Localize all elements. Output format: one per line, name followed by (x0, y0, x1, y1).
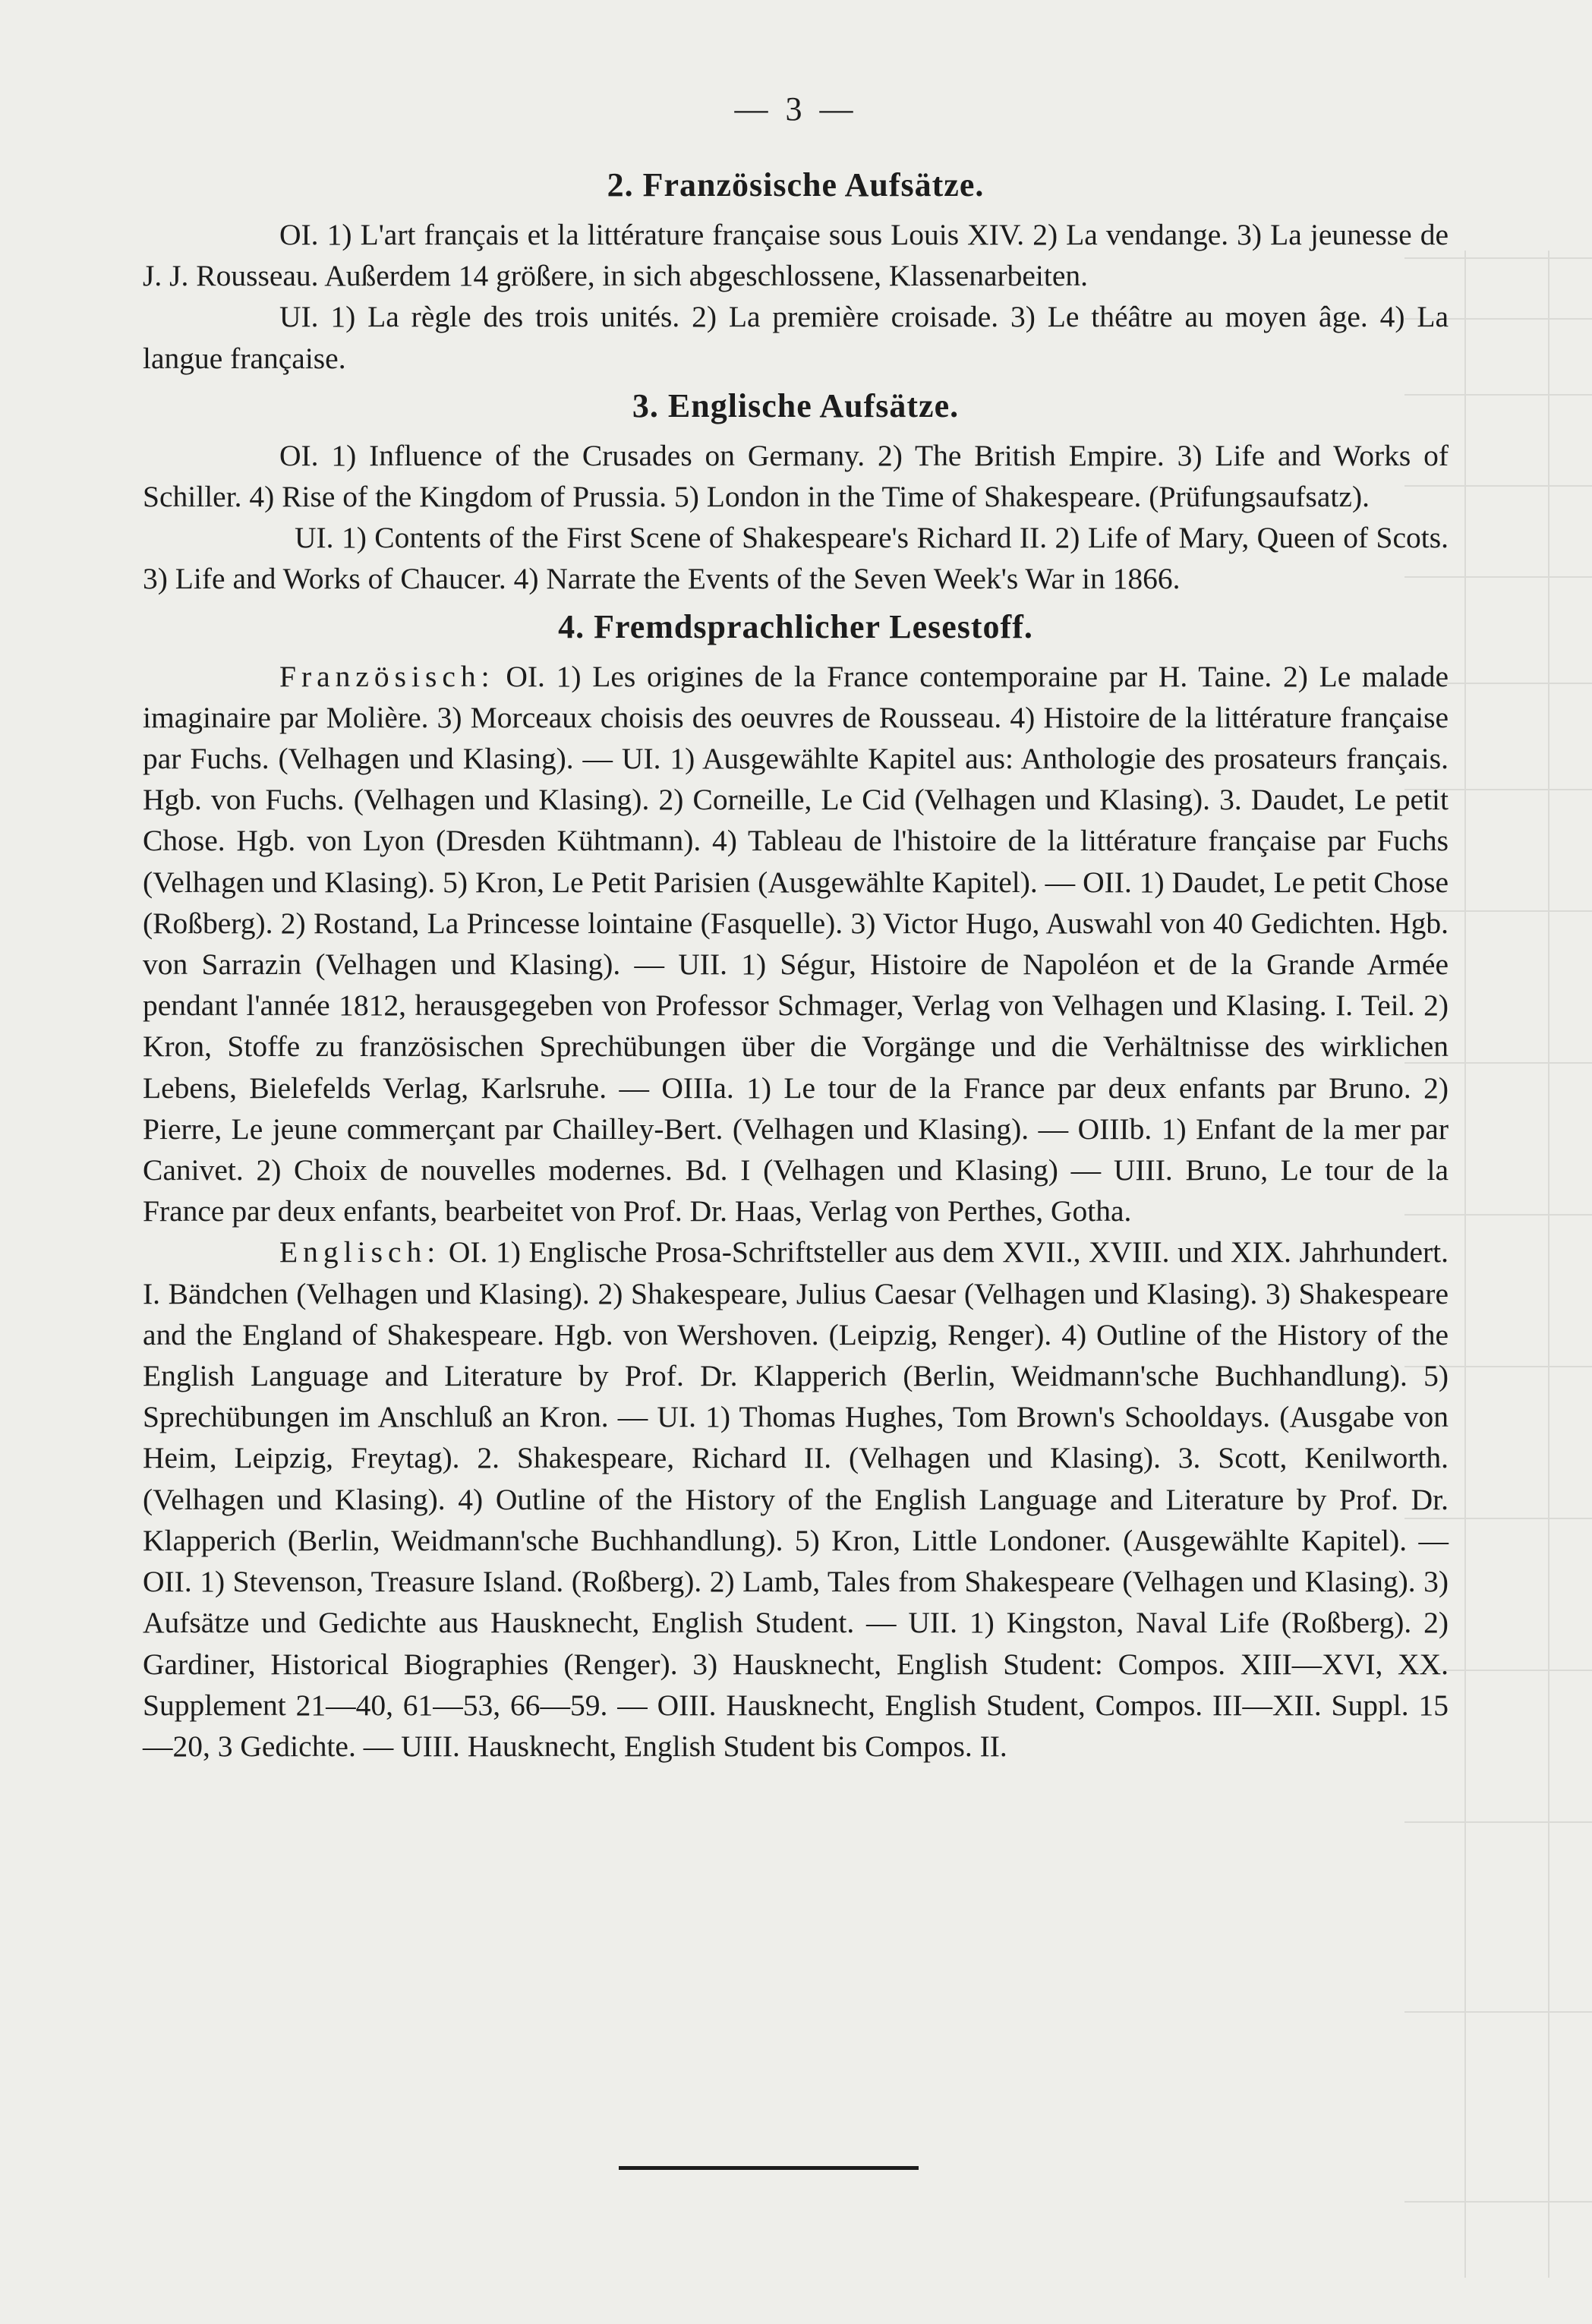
french-essays-oi: OI. 1) L'art français et la littérature française sous Louis XIV. 2) La vendange. 3) La jeunesse de J. J. Rousseau. Außerdem 14 größere, in sich abgeschlossene, Klassenarbeiten. (143, 218, 1449, 293)
french-reading-text: OI. 1) Les origines de la France contemporaine par H. Taine. 2) Le malade imaginaire par Molière. 3) Morceaux choisis des oeuvres de Rousseau. 4) Histoire de la littérature française par Fuchs. (Velhagen und Klasing). — UI. 1) Ausgewählte Kapitel aus: Anthologie des prosateurs français. Hgb. von Fuchs. (Velhagen und Klasing). 2) Corneille, Le Cid (Velhagen und Klasing). 3. Daudet, Le petit Chose. Hgb. von Lyon (Dresden Kühtmann). 4) Tableau de l'histoire de la littérature française par Fuchs (Velhagen und Klasing). 5) Kron, Le Petit Parisien (Ausgewählte Kapitel). — OII. 1) Daudet, Le petit Chose (Roßberg). 2) Rostand, La Princesse lointaine (Fasquelle). 3) Victor Hugo, Auswahl von 40 Gedichten. Hgb. von Sarrazin (Velhagen und Klasing). — UII. 1) Ségur, Histoire de Napoléon et de la Grande Armée pendant l'année 1812, herausgegeben von Professor Schmager, Verlag von Velhagen und Klasing. I. Teil. 2) Kron, Stoffe zu französischen Sprechübungen über die Vorgänge und die Verhältnisse des wirklichen Lebens, Bielefelds Verlag, Karlsruhe. — OIIIa. 1) Le tour de la France par deux enfants par Bruno. 2) Pierre, Le jeune commerçant par Chailley-Bert. (Velhagen und Klasing). — OIIIb. 1) Enfant de la mer par Canivet. 2) Choix de nouvelles modernes. Bd. I (Velhagen und Klasing) — UIII. Bruno, Le tour de la France par deux enfants, bearbeitet von Prof. Dr. Haas, Verlag von Perthes, Gotha. (143, 659, 1449, 1228)
closing-rule (619, 2166, 919, 2170)
english-reading-text: OI. 1) Englische Prosa-Schriftsteller aus dem XVII., XVIII. und XIX. Jahrhundert. I. Bändchen (Velhagen und Klasing). 2) Shakespeare, Julius Caesar (Velhagen und Klasing). 3) Shakespeare and the England of Shakespeare. Hgb. von Wershoven. (Leipzig, Renger). 4) Outline of the History of the English Language and Literature by Prof. Dr. Klapperich (Berlin, Weidmann'sche Buchhandlung). 5) Sprechübungen im Anschluß an Kron. — UI. 1) Thomas Hughes, Tom Brown's Schooldays. (Ausgabe von Heim, Leipzig, Freytag). 2. Shakespeare, Richard II. (Velhagen und Klasing). 3. Scott, Kenilworth. (Velhagen und Klasing). 4) Outline of the History of the English Language and Literature by Prof. Dr. Klapperich (Berlin, Weidmann'sche Buchhandlung). 5) Kron, Little Londoner. (Ausgewählte Kapitel). — OII. 1) Stevenson, Treasure Island. (Roßberg). 2) Lamb, Tales from Shakespeare (Velhagen und Klasing). 3) Aufsätze und Gedichte aus Hausknecht, English Student. — UII. 1) Kingston, Naval Life (Roßberg). 2) Gardiner, Historical Biographies (Renger). 3) Hausknecht, English Student: Compos. XIII—XVI, XX. Supplement 21—40, 61—53, 66—59. — OIII. Hausknecht, English Student, Compos. III—XII. Suppl. 15—20, 3 Gedichte. — UIII. Hausknecht, English Student bis Compos. II. (143, 1235, 1449, 1763)
page-number: — 3 — (734, 90, 858, 128)
section-heading-french-essays: 2. Französische Aufsätze. (607, 166, 985, 203)
section-heading-english-essays: 3. Englische Aufsätze. (632, 386, 960, 424)
english-reading-paragraph (143, 1231, 1449, 1767)
english-essays-oi: OI. 1) Influence of the Crusades on Germany. 2) The British Empire. 3) Life and Works of Schiller. 4) Rise of the Kingdom of Prussia. 5) London in the Time of Shakespeare. (Prüfungsaufsatz). (143, 438, 1449, 514)
document-body (143, 158, 1449, 1767)
english-reading-label: Englisch: (279, 1235, 441, 1269)
french-essays-ui: UI. 1) La règle des trois unités. 2) La première croisade. 3) Le théâtre au moyen âge. 4) La langue française. (143, 300, 1449, 375)
french-reading-label: Französisch: (279, 659, 495, 693)
section-heading-foreign-reading: 4. Fremdsprachlicher Lesestoff. (558, 607, 1033, 645)
english-essays-ui: UI. 1) Contents of the First Scene of Shakespeare's Richard II. 2) Life of Mary, Queen of Scots. 3) Life and Works of Chaucer. 4) Narrate the Events of the Seven Week's War in 1866. (143, 521, 1449, 596)
french-reading-paragraph (143, 656, 1449, 1232)
